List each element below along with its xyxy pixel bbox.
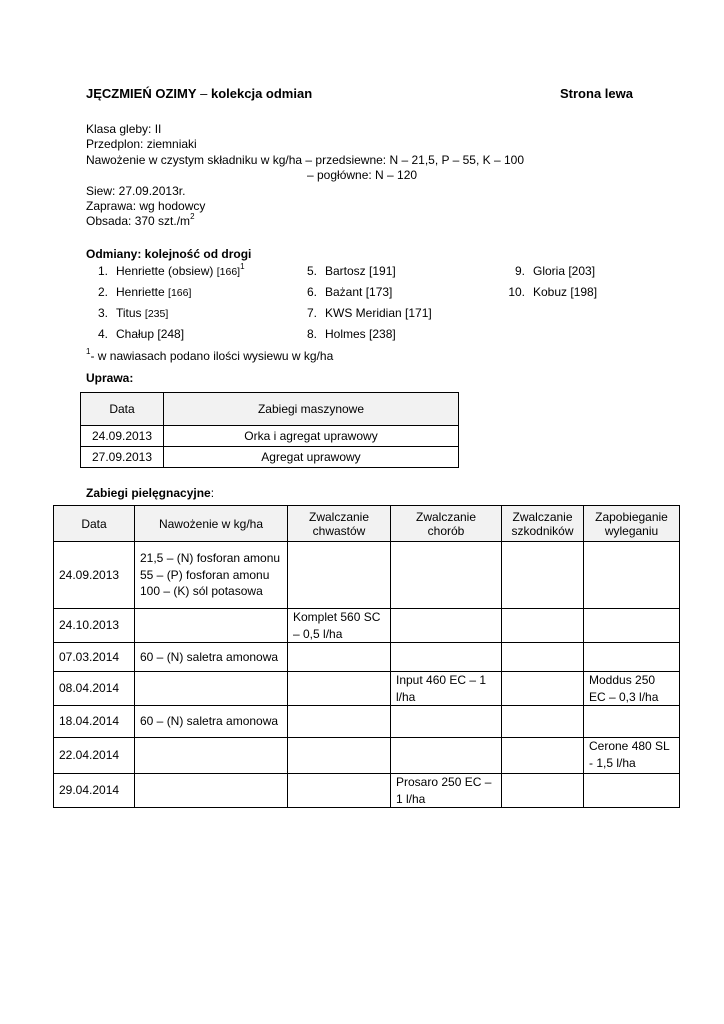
care-cell <box>135 738 288 774</box>
title-dash: – <box>196 86 211 101</box>
variety-name: KWS Meridian [171] <box>325 306 432 320</box>
variety-item <box>86 285 191 299</box>
care-cell: 22.04.2014 <box>54 738 135 774</box>
care-cell <box>584 706 680 738</box>
density-sup: 2 <box>190 212 195 222</box>
care-cell <box>135 672 288 706</box>
care-cell <box>391 706 502 738</box>
care-header-weeds: Zwalczanie chwastów <box>288 506 391 542</box>
care-cell: 07.03.2014 <box>54 643 135 672</box>
care-cell <box>288 706 391 738</box>
soil-class: Klasa gleby: II <box>86 122 162 136</box>
varieties-heading: Odmiany: kolejność od drogi <box>86 247 252 261</box>
care-cell <box>391 643 502 672</box>
variety-item <box>295 264 396 278</box>
care-header-date: Data <box>54 506 135 542</box>
care-cell <box>584 609 680 643</box>
fertilization-pre: Nawożenie w czystym składniku w kg/ha – przedsiewne: N – 21,5, P – 55, K – 100 <box>86 152 525 167</box>
variety-number: 3. <box>97 306 108 320</box>
variety-name: Henriette (obsiew) <box>116 264 217 278</box>
care-cell <box>502 774 584 808</box>
care-cell <box>288 738 391 774</box>
table-row <box>54 738 680 774</box>
care-cell: Input 460 EC – 1 l/ha <box>391 672 502 706</box>
care-cell <box>502 609 584 643</box>
page-side-label: Strona lewa <box>560 86 633 101</box>
uprawa-header-date: Data <box>81 393 164 426</box>
care-header-diseases: Zwalczanie chorób <box>391 506 502 542</box>
variety-rate: [166] <box>168 287 192 299</box>
care-cell <box>288 542 391 609</box>
care-cell <box>288 643 391 672</box>
care-cell: Cerone 480 SL - 1,5 l/ha <box>584 738 680 774</box>
variety-name: Chałup [248] <box>116 327 185 341</box>
variety-name: Titus <box>116 306 145 320</box>
variety-item <box>86 327 184 341</box>
variety-footnote-mark: 1 <box>240 262 245 271</box>
table-row <box>54 609 680 643</box>
care-cell: Moddus 250 EC – 0,3 l/ha <box>584 672 680 706</box>
uprawa-cell: 24.09.2013 <box>81 426 164 447</box>
table-row <box>54 643 680 672</box>
care-cell-line: 55 – (P) fosforan amonu <box>140 567 270 582</box>
variety-item <box>295 327 396 341</box>
variety-number: 8. <box>306 327 317 341</box>
care-header-lodging: Zapobieganie wyleganiu <box>584 506 680 542</box>
care-header-row <box>54 506 680 542</box>
uprawa-cell: Orka i agregat uprawowy <box>164 426 459 447</box>
table-row <box>54 542 680 609</box>
table-row <box>54 672 680 706</box>
uprawa-cell: Agregat uprawowy <box>164 447 459 468</box>
sowing-date: Siew: 27.09.2013r. <box>86 183 186 198</box>
care-heading-text: Zabiegi pielęgnacyjne <box>86 486 211 500</box>
care-cell <box>391 738 502 774</box>
variety-name: Bażant [173] <box>325 285 393 299</box>
table-row <box>81 447 459 468</box>
variety-item <box>295 306 432 320</box>
care-cell <box>502 738 584 774</box>
seed-dressing: Zaprawa: wg hodowcy <box>86 199 206 214</box>
uprawa-heading: Uprawa: <box>86 371 134 385</box>
care-cell-line: 21,5 – (N) fosforan amonu <box>140 551 281 566</box>
care-cell <box>584 774 680 808</box>
care-cell <box>584 643 680 672</box>
variety-number: 7. <box>306 306 317 320</box>
previous-crop: Przedplon: ziemniaki <box>86 137 197 152</box>
variety-name: Gloria [203] <box>533 264 596 278</box>
page-title <box>86 86 312 101</box>
care-heading-colon: : <box>210 486 215 500</box>
variety-number: 1. <box>97 264 108 278</box>
variety-name: Holmes [238] <box>325 327 396 341</box>
variety-name: Kobuz [198] <box>533 285 598 299</box>
uprawa-header-works: Zabiegi maszynowe <box>164 393 459 426</box>
care-cell: 24.10.2013 <box>54 609 135 643</box>
variety-number: 6. <box>306 285 317 299</box>
variety-number: 5. <box>306 264 317 278</box>
fertilization-top: – pogłówne: N – 120 <box>307 168 418 183</box>
care-header-pests: Zwalczanie szkodników <box>502 506 584 542</box>
title-main: JĘCZMIEŃ OZIMY <box>86 86 197 101</box>
density-text: Obsada: 370 szt./m <box>86 214 191 229</box>
variety-rate: [166] <box>216 266 241 278</box>
care-cell: 29.04.2014 <box>54 774 135 808</box>
plant-density <box>86 214 524 229</box>
variety-item <box>86 306 168 320</box>
table-row <box>54 706 680 738</box>
care-cell: Komplet 560 SC – 0,5 l/ha <box>288 609 391 643</box>
uprawa-header-row <box>81 393 459 426</box>
variety-number: 2. <box>97 285 108 299</box>
table-row <box>54 774 680 808</box>
footnote-sup: 1 <box>86 347 91 356</box>
varieties-footnote <box>86 349 333 363</box>
care-cell: Prosaro 250 EC – 1 l/ha <box>391 774 502 808</box>
care-cell <box>584 542 680 609</box>
care-cell <box>502 643 584 672</box>
variety-number: 4. <box>97 327 108 341</box>
variety-name: Bartosz [191] <box>325 264 396 278</box>
variety-item <box>503 264 595 278</box>
care-cell <box>502 672 584 706</box>
care-cell <box>502 706 584 738</box>
variety-rate: [235] <box>144 308 169 320</box>
care-cell <box>135 774 288 808</box>
care-cell: 60 – (N) saletra amonowa <box>135 643 288 672</box>
variety-item <box>86 264 245 278</box>
care-cell: 08.04.2014 <box>54 672 135 706</box>
variety-name: Henriette <box>116 285 169 299</box>
table-row <box>81 426 459 447</box>
info-block <box>86 122 524 230</box>
care-cell <box>288 774 391 808</box>
care-cell <box>288 672 391 706</box>
care-cell: 24.09.2013 <box>54 542 135 609</box>
variety-number: 9. <box>514 264 525 278</box>
care-cell-line: 100 – (K) sól potasowa <box>140 584 263 599</box>
footnote-text: - w nawiasach podano ilości wysiewu w kg/ha <box>90 349 334 363</box>
care-cell: 18.04.2014 <box>54 706 135 738</box>
care-cell <box>502 542 584 609</box>
uprawa-cell: 27.09.2013 <box>81 447 164 468</box>
care-cell <box>391 609 502 643</box>
care-heading <box>86 486 214 500</box>
variety-item <box>503 285 597 299</box>
care-cell <box>391 542 502 609</box>
care-header-fertilization: Nawożenie w kg/ha <box>135 506 288 542</box>
variety-number: 10. <box>508 285 525 299</box>
care-cell <box>135 609 288 643</box>
title-rest: kolekcja odmian <box>210 86 313 101</box>
uprawa-table <box>80 392 459 468</box>
care-cell: 60 – (N) saletra amonowa <box>135 706 288 738</box>
variety-item <box>295 285 392 299</box>
care-table <box>53 505 680 808</box>
care-cell <box>135 542 288 609</box>
